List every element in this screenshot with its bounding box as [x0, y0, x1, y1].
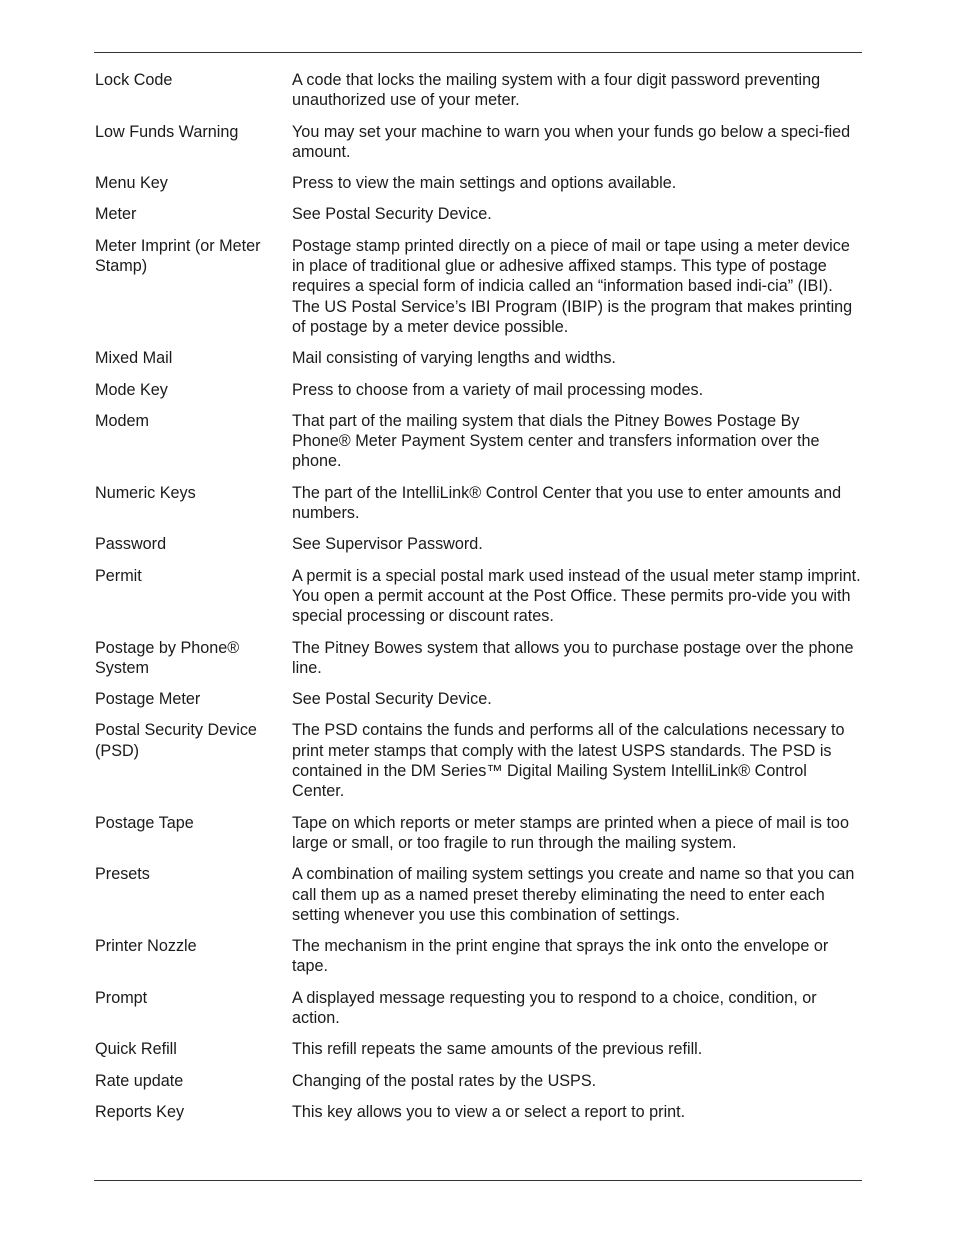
- glossary-entry: [95, 638, 865, 679]
- glossary-term: Postage by Phone® System: [95, 638, 240, 677]
- glossary-definition: A permit is a special postal mark used instead of the usual meter stamp imprint. You open a permit account at the Post Office. These permits pro-vide you with special processing or discount rates.: [292, 566, 861, 626]
- glossary-definition: See Postal Security Device.: [292, 690, 492, 709]
- glossary-definition: You may set your machine to warn you when your funds go below a speci-fied amount.: [292, 122, 851, 161]
- footer-rule: [94, 1180, 862, 1181]
- glossary-entry: [95, 348, 865, 368]
- glossary-definition: This refill repeats the same amounts of the previous refill.: [292, 1040, 703, 1059]
- glossary-definition: A code that locks the mailing system with a four digit password preventing unauthorized use of your meter.: [292, 71, 821, 110]
- glossary-term: Meter Imprint (or Meter Stamp): [95, 236, 261, 276]
- glossary-entry: [95, 380, 865, 400]
- glossary-entry: [95, 936, 865, 977]
- glossary-term: Reports Key: [95, 1102, 185, 1121]
- glossary-entry: [95, 534, 865, 554]
- glossary-term: Printer Nozzle: [95, 937, 197, 956]
- glossary-entry: [95, 864, 865, 925]
- glossary-term: Lock Code: [95, 71, 173, 89]
- glossary-term: Mixed Mail: [95, 349, 173, 368]
- glossary-term: Permit: [95, 566, 142, 585]
- glossary-term: Postage Tape: [95, 813, 194, 832]
- glossary-term: Prompt: [95, 988, 148, 1007]
- glossary-entry: [95, 70, 865, 111]
- glossary-entry: [95, 483, 865, 524]
- glossary-term: Postage Meter: [95, 690, 201, 709]
- glossary-definition: The part of the IntelliLink® Control Center that you use to enter amounts and numbers.: [292, 483, 842, 523]
- glossary-term: Meter: [95, 205, 137, 224]
- glossary-definition: Mail consisting of varying lengths and widths.: [292, 349, 616, 368]
- glossary-definition: Postage stamp printed directly on a piece of mail or tape using a meter device in place of traditional glue or adhesive affixed stamps. This type of postage requires a special form of indicia called an “information based indi-cia” (IBI). The US Postal Service’s IBI Program (IBIP) is the program that makes printing of postage by a meter device possible.: [292, 236, 853, 336]
- glossary-term: Password: [95, 535, 167, 554]
- glossary-entry: [95, 689, 865, 709]
- glossary-entry: [95, 1071, 865, 1091]
- glossary-definition: See Postal Security Device.: [292, 205, 492, 224]
- glossary-entry: [95, 720, 865, 801]
- glossary-definition: The PSD contains the funds and performs all of the calculations necessary to print meter stamps that comply with the latest USPS standards. The PSD is contained in the DM Series™ Digital Mailing System IntelliLink® Control Center.: [292, 721, 845, 801]
- glossary-term: Presets: [95, 865, 150, 884]
- glossary-term: Quick Refill: [95, 1040, 177, 1059]
- glossary-entry: [95, 813, 865, 854]
- glossary-term: Mode Key: [95, 380, 168, 399]
- glossary-entry: [95, 204, 865, 224]
- header-rule: [94, 52, 862, 53]
- glossary-entry: [95, 1102, 865, 1122]
- glossary: [95, 70, 865, 1133]
- glossary-entry: [95, 173, 865, 193]
- glossary-term: Modem: [95, 411, 149, 430]
- glossary-entry: [95, 1039, 865, 1059]
- glossary-term: Postal Security Device (PSD): [95, 721, 257, 760]
- glossary-entry: [95, 988, 865, 1029]
- glossary-term: Low Funds Warning: [95, 122, 239, 141]
- glossary-term: Numeric Keys: [95, 483, 196, 502]
- glossary-entry: [95, 236, 865, 337]
- glossary-entry: [95, 566, 865, 627]
- glossary-definition: That part of the mailing system that dials the Pitney Bowes Postage By Phone® Meter Payment System center and transfers information over the phone.: [292, 411, 820, 471]
- glossary-definition: Tape on which reports or meter stamps are printed when a piece of mail is too large or small, or too fragile to run through the mailing system.: [292, 813, 849, 852]
- glossary-definition: Press to choose from a variety of mail processing modes.: [292, 380, 704, 399]
- glossary-definition: The Pitney Bowes system that allows you to purchase postage over the phone line.: [292, 638, 854, 677]
- glossary-definition: The mechanism in the print engine that sprays the ink onto the envelope or tape.: [292, 937, 829, 976]
- glossary-entry: [95, 411, 865, 472]
- glossary-definition: A combination of mailing system settings you create and name so that you can call them up as a named preset thereby eliminating the need to enter each setting whenever you use this combination of settings.: [292, 865, 855, 924]
- glossary-definition: Press to view the main settings and options available.: [292, 174, 677, 193]
- glossary-definition: See Supervisor Password.: [292, 535, 483, 554]
- glossary-entry: [95, 122, 865, 163]
- glossary-term: Rate update: [95, 1071, 184, 1090]
- glossary-term: Menu Key: [95, 174, 168, 193]
- glossary-definition: This key allows you to view a or select a report to print.: [292, 1102, 686, 1121]
- glossary-definition: Changing of the postal rates by the USPS.: [292, 1071, 597, 1090]
- glossary-definition: A displayed message requesting you to respond to a choice, condition, or action.: [292, 988, 817, 1027]
